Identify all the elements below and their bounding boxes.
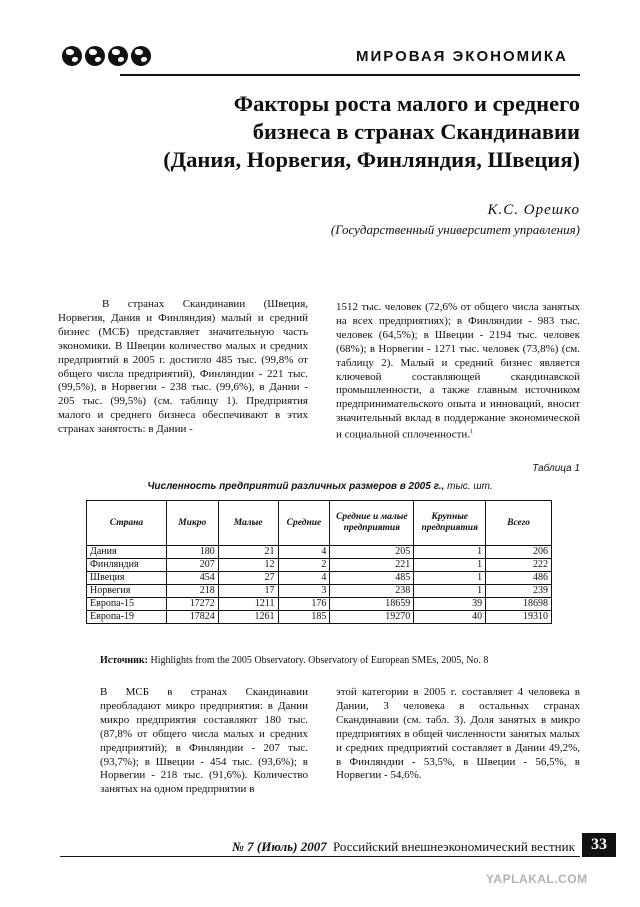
col-header: Малые	[218, 501, 278, 546]
cell: 205	[330, 546, 414, 559]
table-caption-text: Численность предприятий различных размеров в 2005 г.,	[147, 481, 445, 492]
footer-divider	[60, 856, 580, 857]
cell: 1	[414, 546, 486, 559]
cell: 17272	[166, 598, 218, 611]
cell: 238	[330, 585, 414, 598]
table-row	[87, 611, 552, 624]
table-row	[87, 572, 552, 585]
globe-icon	[108, 46, 128, 66]
paragraph-4: этой категории в 2005 г. составляет 4 человека в Дании, 3 человека в остальных странах Скандинавии (см. табл. 3). Доля занятых в микро предприятиях в общей численности занятых малых и средних предприятий составляет в Дании 49,2%, в Финляндии - 53,5%, в Швеции - 56,5%, в Норвегии - 54,6%.	[336, 686, 580, 782]
cell: 221	[330, 559, 414, 572]
table-row	[87, 598, 552, 611]
col-header: Крупные предприятия	[414, 501, 486, 546]
cell: 19310	[486, 611, 552, 624]
cell: 4	[278, 546, 330, 559]
page-number: 33	[582, 833, 616, 857]
cell: 485	[330, 572, 414, 585]
globes-logo	[62, 46, 151, 66]
cell: 19270	[330, 611, 414, 624]
cell: 12	[218, 559, 278, 572]
cell-country: Европа-19	[87, 611, 167, 624]
paragraph-1: В странах Скандинавии (Швеция, Норвегия, Дания и Финляндия) малый и средний бизнес (МСБ) представляет значительную часть экономики. В Швеции количество малых и средних предприятий в 2005 г. достигло 485 тыс. (99,8% от общего числа предприятий), Финляндии - 221 тыс. (99,5%), в Норвегии - 238 тыс. (99,6%), в Дании - 205 тыс. (99,5%) (см. таблицу 1). Предприятия малого и среднего бизнеса обеспечивают в этих странах занятость: в Дании -	[58, 298, 308, 436]
cell: 1261	[218, 611, 278, 624]
footnote-mark: 1	[470, 429, 474, 436]
table-header-row	[87, 501, 552, 546]
cell: 1	[414, 559, 486, 572]
author-name: К.С. Орешко	[487, 202, 580, 218]
col-header: Средние	[278, 501, 330, 546]
cell: 176	[278, 598, 330, 611]
table-row	[87, 585, 552, 598]
journal-name: Российский внешнеэкономический вестник	[333, 839, 575, 854]
section-title: МИРОВАЯ ЭКОНОМИКА	[356, 48, 568, 65]
cell: 27	[218, 572, 278, 585]
cell: 454	[166, 572, 218, 585]
title-line: (Дания, Норвегия, Финляндия, Швеция)	[163, 147, 580, 172]
header-divider	[120, 74, 580, 76]
table-row	[87, 546, 552, 559]
table-caption	[60, 481, 580, 492]
cell: 1	[414, 572, 486, 585]
cell: 207	[166, 559, 218, 572]
source-label: Источник:	[100, 655, 148, 666]
table-source	[100, 655, 488, 666]
cell: 185	[278, 611, 330, 624]
cell: 18659	[330, 598, 414, 611]
paragraph-2-text: 1512 тыс. человек (72,6% от общего числа занятых на всех предприятиях); в Финляндии - 983 тыс. человек (64,5%); в Швеции - 2194 тыс. человек (68%); в Норвегии - 1271 тыс. человек (73,8%) (см. таблицу 2). Малый и средний бизнес является ключевой составляющей скандинавской промышленности, а также главным источником предпринимательского опыта и инноваций, вносит значительный вклад в поддержание экономической и социальной сплоченности.	[336, 301, 580, 441]
title-line: Факторы роста малого и среднего	[233, 91, 580, 116]
cell: 3	[278, 585, 330, 598]
globe-icon	[131, 46, 151, 66]
cell: 18698	[486, 598, 552, 611]
article-title	[100, 90, 580, 174]
title-line: бизнеса в странах Скандинавии	[252, 119, 580, 144]
table-number: Таблица 1	[532, 463, 580, 474]
cell: 206	[486, 546, 552, 559]
table-row	[87, 559, 552, 572]
cell: 218	[166, 585, 218, 598]
cell: 17824	[166, 611, 218, 624]
col-header: Микро	[166, 501, 218, 546]
source-text: Highlights from the 2005 Observatory. Observatory of European SMEs, 2005, No. 8	[148, 655, 489, 666]
table-caption-units: тыс. шт.	[444, 481, 493, 492]
watermark: YAPLAKAL.COM	[486, 872, 588, 886]
cell-country: Дания	[87, 546, 167, 559]
cell: 1211	[218, 598, 278, 611]
cell-country: Швеция	[87, 572, 167, 585]
author-affiliation: (Государственный университет управления)	[330, 222, 580, 237]
cell: 1	[414, 585, 486, 598]
cell-country: Норвегия	[87, 585, 167, 598]
col-header: Средние и малые предприятия	[330, 501, 414, 546]
enterprises-table	[86, 500, 552, 624]
cell: 2	[278, 559, 330, 572]
cell: 4	[278, 572, 330, 585]
globe-icon	[85, 46, 105, 66]
cell: 239	[486, 585, 552, 598]
col-header: Страна	[87, 501, 167, 546]
cell: 39	[414, 598, 486, 611]
journal-issue: № 7 (Июль) 2007	[232, 839, 327, 854]
cell: 180	[166, 546, 218, 559]
paragraph-3: В МСБ в странах Скандинавии преобладают микро предприятия: в Дании микро предприятия составляют 180 тыс. (87,8% от общего числа малых и средних предприятий); в Финляндии - 207 тыс. (93,7%); в Швеции - 454 тыс. (93,6%); в Норвегии - 218 тыс. (91,6%). Количество занятых на одном предприятии в	[100, 686, 308, 796]
cell-country: Финляндия	[87, 559, 167, 572]
paragraph-2	[336, 301, 580, 443]
globe-icon	[62, 46, 82, 66]
cell: 486	[486, 572, 552, 585]
cell: 40	[414, 611, 486, 624]
cell: 21	[218, 546, 278, 559]
col-header: Всего	[486, 501, 552, 546]
cell: 222	[486, 559, 552, 572]
cell-country: Европа-15	[87, 598, 167, 611]
cell: 17	[218, 585, 278, 598]
